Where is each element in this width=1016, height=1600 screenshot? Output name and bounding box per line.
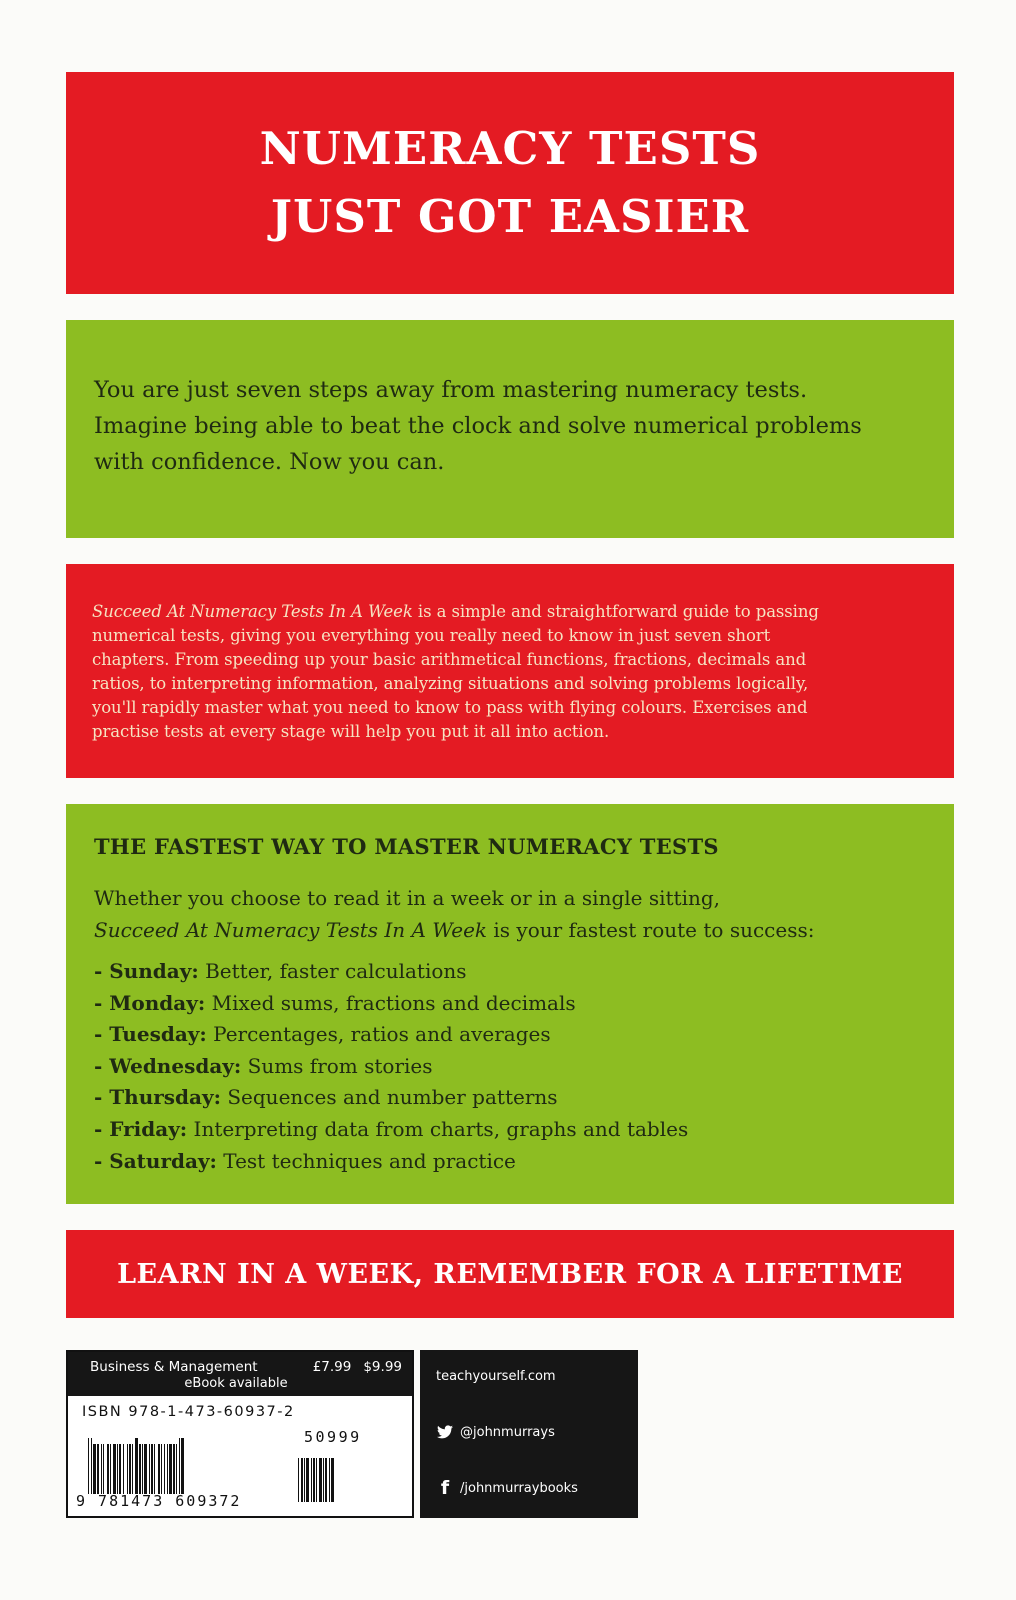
barcode-bar bbox=[135, 1438, 138, 1494]
barcode-bar bbox=[88, 1438, 89, 1494]
description-line-3: chapters. From speeding up your basic arithmetical functions, fractions, decimals and bbox=[92, 650, 807, 669]
price-row bbox=[90, 1358, 402, 1376]
barcode-bar bbox=[298, 1458, 299, 1502]
barcode-bar bbox=[103, 1444, 104, 1494]
barcode-bar bbox=[127, 1444, 128, 1494]
twitter-icon bbox=[436, 1423, 454, 1441]
barcode-bar bbox=[129, 1444, 131, 1494]
barcode-bar bbox=[158, 1444, 160, 1494]
intro-line-1: You are just seven steps away from mastering numeracy tests. bbox=[94, 377, 808, 403]
ebook-note: eBook available bbox=[184, 1376, 288, 1391]
barcode-bar bbox=[91, 1438, 92, 1494]
barcode-bar bbox=[123, 1444, 124, 1494]
barcode-bar bbox=[151, 1444, 153, 1494]
barcode-bar bbox=[139, 1444, 141, 1494]
day-text: Sums from stories bbox=[241, 1053, 433, 1078]
features-intro-line-2 bbox=[94, 914, 930, 946]
day-item-wednesday bbox=[94, 1051, 930, 1083]
day-item-monday bbox=[94, 988, 930, 1020]
barcode bbox=[88, 1442, 185, 1494]
barcode-bar bbox=[101, 1444, 102, 1494]
barcode-bar bbox=[169, 1444, 172, 1494]
description-line-1-rest: is a simple and straightforward guide to passing bbox=[412, 602, 819, 621]
barcode-bar bbox=[132, 1444, 133, 1494]
barcode-bar bbox=[113, 1444, 116, 1494]
headline-line-1: NUMERACY TESTS bbox=[259, 122, 761, 175]
day-label: - Saturday: bbox=[94, 1148, 217, 1173]
barcode-bar bbox=[167, 1444, 168, 1494]
day-item-tuesday bbox=[94, 1019, 930, 1051]
barcode-bar bbox=[313, 1458, 315, 1502]
day-item-saturday bbox=[94, 1146, 930, 1178]
barcode-bar bbox=[331, 1458, 334, 1502]
description-line-1 bbox=[92, 600, 932, 624]
barcode-bar bbox=[176, 1444, 177, 1494]
day-label: - Friday: bbox=[94, 1116, 188, 1141]
barcode-bar bbox=[181, 1438, 184, 1494]
barcode-bar bbox=[329, 1458, 330, 1502]
day-text: Mixed sums, fractions and decimals bbox=[205, 990, 576, 1015]
headline-line-2: JUST GOT EASIER bbox=[270, 190, 750, 243]
intro-line-3: with confidence. Now you can. bbox=[94, 449, 445, 475]
barcode-bar bbox=[142, 1444, 143, 1494]
barcode-bar bbox=[304, 1458, 305, 1502]
intro-line-2: Imagine being able to beat the clock and solve numerical problems bbox=[94, 413, 862, 439]
price-barcode-box bbox=[66, 1350, 414, 1518]
features-book-title: Succeed At Numeracy Tests In A Week bbox=[94, 918, 488, 942]
features-intro-line-2-rest: is your fastest route to success: bbox=[487, 918, 815, 942]
description-panel bbox=[66, 564, 954, 778]
addon-number: 50999 bbox=[304, 1428, 362, 1446]
facebook-handle: /johnmurraybooks bbox=[460, 1480, 578, 1496]
book-title: Succeed At Numeracy Tests In A Week bbox=[92, 602, 413, 621]
tagline-panel bbox=[66, 1230, 954, 1318]
day-item-friday bbox=[94, 1114, 930, 1146]
headline-panel bbox=[66, 72, 954, 294]
day-label: - Thursday: bbox=[94, 1085, 221, 1110]
features-intro-line-1: Whether you choose to read it in a week or in a single sitting, bbox=[94, 886, 721, 910]
facebook-icon: f bbox=[440, 1477, 450, 1499]
price-gbp: £7.99 bbox=[312, 1359, 352, 1375]
day-item-thursday bbox=[94, 1082, 930, 1114]
features-panel bbox=[66, 804, 954, 1204]
day-item-sunday bbox=[94, 956, 930, 988]
day-text: Sequences and number patterns bbox=[220, 1085, 558, 1110]
category-label: Business & Management bbox=[90, 1359, 258, 1375]
website-text: teachyourself.com bbox=[436, 1368, 556, 1384]
social-box bbox=[420, 1350, 638, 1518]
barcode-bar bbox=[154, 1444, 155, 1494]
day-label: - Monday: bbox=[94, 990, 206, 1015]
twitter-handle: @johnmurrays bbox=[460, 1424, 555, 1440]
day-text: Better, faster calculations bbox=[198, 959, 467, 983]
isbn-text: ISBN 978-1-473-60937-2 bbox=[82, 1404, 295, 1420]
barcode-bar bbox=[325, 1458, 327, 1502]
barcode-bar bbox=[179, 1438, 180, 1494]
barcode-bar bbox=[117, 1444, 118, 1494]
price-usd: $9.99 bbox=[363, 1359, 402, 1375]
barcode-bar bbox=[161, 1444, 162, 1494]
description-line-4: ratios, to interpreting information, analyzing situations and solving problems logically, bbox=[92, 674, 809, 693]
description-line-6: practise tests at every stage will help you put it all into action. bbox=[92, 722, 610, 741]
barcode-bar bbox=[119, 1444, 121, 1494]
price-header bbox=[68, 1352, 412, 1396]
day-text: Test techniques and practice bbox=[216, 1148, 516, 1173]
tagline: LEARN IN A WEEK, REMEMBER FOR A LIFETIME bbox=[117, 1258, 903, 1290]
description-line-5: you'll rapidly master what you need to know to pass with flying colours. Exercises and bbox=[92, 698, 808, 717]
day-label: - Wednesday: bbox=[94, 1053, 242, 1078]
barcode-digits: 9 781473 609372 bbox=[76, 1492, 242, 1510]
website-link[interactable] bbox=[436, 1364, 638, 1388]
day-label: - Tuesday: bbox=[94, 1022, 207, 1047]
day-list bbox=[94, 956, 930, 1177]
barcode-bar bbox=[97, 1444, 99, 1494]
barcode-bar bbox=[110, 1444, 111, 1494]
barcode-bar bbox=[319, 1458, 322, 1502]
barcode-bar bbox=[149, 1444, 150, 1494]
day-label: - Sunday: bbox=[94, 959, 199, 983]
barcode-bar bbox=[93, 1444, 96, 1494]
barcode-bar bbox=[316, 1458, 317, 1502]
barcode-bar bbox=[144, 1444, 147, 1494]
description-line-2: numerical tests, giving you everything you really need to know in just seven short bbox=[92, 626, 771, 645]
barcode-bar bbox=[107, 1444, 109, 1494]
barcode-bar bbox=[164, 1444, 165, 1494]
intro-panel bbox=[66, 320, 954, 538]
barcode-bar bbox=[301, 1458, 303, 1502]
barcode-bar bbox=[323, 1458, 324, 1502]
day-text: Percentages, ratios and averages bbox=[206, 1022, 551, 1047]
twitter-link[interactable] bbox=[436, 1420, 638, 1444]
barcode-bar bbox=[311, 1458, 312, 1502]
facebook-link[interactable] bbox=[436, 1476, 638, 1500]
barcode-bar bbox=[306, 1458, 309, 1502]
day-text: Interpreting data from charts, graphs and tables bbox=[187, 1116, 689, 1141]
barcode-bar bbox=[173, 1444, 175, 1494]
features-title: THE FASTEST WAY TO MASTER NUMERACY TESTS bbox=[94, 834, 719, 859]
addon-barcode bbox=[298, 1450, 335, 1502]
prices bbox=[301, 1358, 402, 1376]
